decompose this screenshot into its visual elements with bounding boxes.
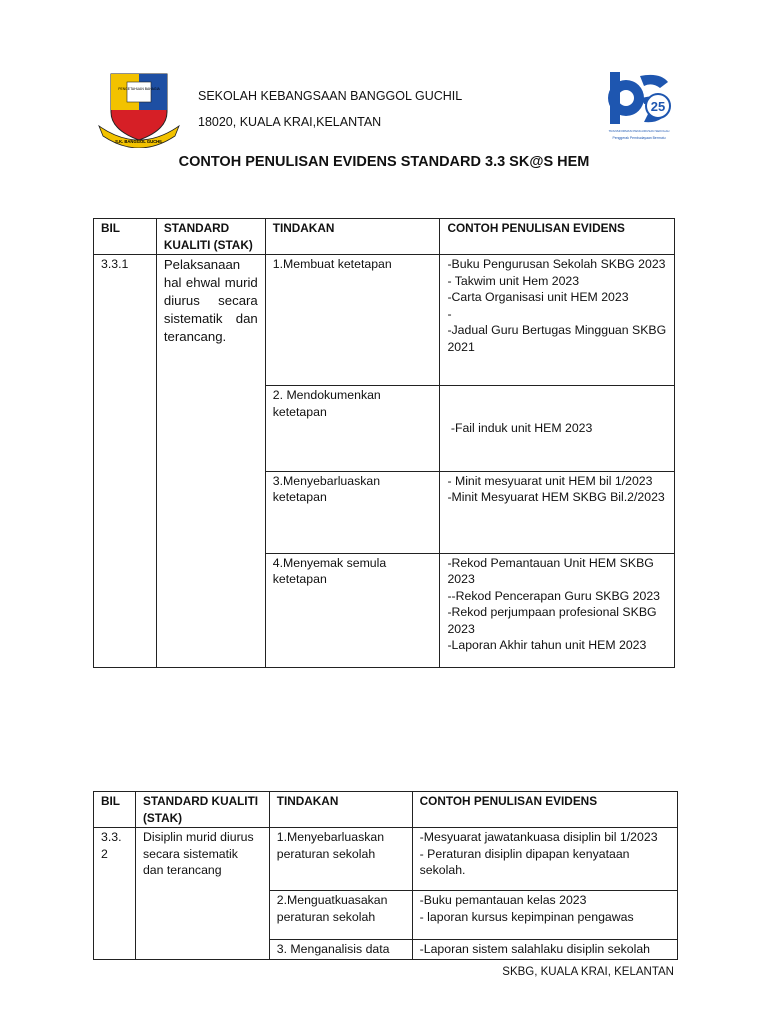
evidens-line: - laporan kursus kepimpinan pengawas bbox=[419, 909, 634, 924]
evidens-line: -Fail induk unit HEM 2023 bbox=[447, 421, 593, 435]
header-bil: BIL bbox=[94, 219, 157, 255]
school-name: SEKOLAH KEBANGSAAN BANGGOL GUCHIL bbox=[198, 89, 463, 103]
standard-cell: Disiplin murid diurus secara sistematik dan terancang bbox=[135, 828, 269, 960]
evidens-cell bbox=[440, 471, 675, 553]
evidens-cell bbox=[412, 891, 677, 940]
evidens-line: - Takwim unit Hem 2023 bbox=[447, 273, 580, 288]
table-header-row bbox=[94, 219, 675, 255]
tindakan-cell: 3. Menganalisis data bbox=[269, 940, 412, 960]
bil-cell: 3.3.1 bbox=[94, 255, 157, 668]
header-tindakan: TINDAKAN bbox=[265, 219, 440, 255]
evidens-line: -Mesyuarat jawatankuasa disiplin bil 1/2023 bbox=[419, 830, 658, 844]
school-address: 18020, KUALA KRAI,KELANTAN bbox=[198, 115, 382, 129]
bil-cell: 3.3.2 bbox=[94, 828, 136, 960]
page-footer: SKBG, KUALA KRAI, KELANTAN bbox=[502, 966, 674, 978]
evidens-line: -Carta Organisasi unit HEM 2023 bbox=[447, 290, 629, 304]
tindakan-cell: 2. Mendokumenkan ketetapan bbox=[265, 386, 440, 472]
evidens-line: -Jadual Guru Bertugas Mingguan SKBG 2021 bbox=[447, 323, 667, 354]
evidence-table-3-3-2 bbox=[93, 791, 678, 960]
crest-motto: PENGETAHUAN BAHAGIA bbox=[118, 87, 160, 91]
school-crest-icon bbox=[97, 68, 181, 148]
skas-25-logo-icon bbox=[604, 68, 674, 142]
header-bil: BIL bbox=[94, 792, 136, 828]
evidens-line: -Rekod Pemantauan Unit HEM SKBG 2023 bbox=[447, 555, 654, 586]
table-row bbox=[94, 255, 675, 386]
crest-ribbon-text: S.K. BANGGOL GUCHIL bbox=[115, 139, 163, 144]
evidens-line: -Buku Pengurusan Sekolah SKBG 2023 bbox=[447, 257, 666, 271]
header-tindakan: TINDAKAN bbox=[269, 792, 412, 828]
tindakan-cell: 4.Menyemak semula ketetapan bbox=[265, 553, 440, 667]
evidens-line: -Laporan Akhir tahun unit HEM 2023 bbox=[447, 638, 647, 652]
evidens-line: - Minit mesyuarat unit HEM bil 1/2023 bbox=[447, 473, 653, 488]
table-row bbox=[94, 828, 678, 891]
evidence-table-3-3-1 bbox=[93, 218, 675, 668]
tindakan-cell: 2.Menguatkuasakan peraturan sekolah bbox=[269, 891, 412, 940]
logo-caption-2: Penggerak Pembudayaan Bermutu bbox=[612, 136, 666, 140]
evidens-line: --Rekod Pencerapan Guru SKBG 2023 bbox=[447, 588, 661, 603]
header-contoh: CONTOH PENULISAN EVIDENS bbox=[412, 792, 677, 828]
standard-cell: Pelaksanaan hal ehwal murid diurus secara sistematik dan terancang. bbox=[156, 255, 265, 668]
evidens-cell bbox=[440, 255, 675, 386]
tindakan-cell: 3.Menyebarluaskan ketetapan bbox=[265, 471, 440, 553]
evidens-line: -Rekod perjumpaan profesional SKBG 2023 bbox=[447, 605, 657, 636]
evidens-line: -Minit Mesyuarat HEM SKBG Bil.2/2023 bbox=[447, 490, 665, 504]
document-title: CONTOH PENULISAN EVIDENS STANDARD 3.3 SK@S HEM bbox=[178, 154, 590, 170]
evidens-cell bbox=[440, 553, 675, 667]
header-standard: STANDARD KUALITI (STAK) bbox=[135, 792, 269, 828]
tindakan-cell: 1.Membuat ketetapan bbox=[265, 255, 440, 386]
evidens-cell bbox=[412, 940, 677, 960]
evidens-cell bbox=[440, 386, 675, 472]
evidens-line: - bbox=[447, 306, 452, 321]
evidens-line: -Buku pemantauan kelas 2023 bbox=[419, 893, 587, 907]
table-header-row bbox=[94, 792, 678, 828]
tindakan-cell: 1.Menyebarluaskan peraturan sekolah bbox=[269, 828, 412, 891]
evidens-cell bbox=[412, 828, 677, 891]
header-contoh: CONTOH PENULISAN EVIDENS bbox=[440, 219, 675, 255]
evidens-line: -Laporan sistem salahlaku disiplin sekolah bbox=[419, 942, 651, 956]
evidens-line: - Peraturan disiplin dipapan kenyataan sekolah. bbox=[419, 846, 630, 877]
logo-number: 25 bbox=[650, 99, 666, 114]
logo-caption-1: TRANSFORMASI PENGURUSAN SEKOLAH bbox=[608, 129, 670, 133]
header-standard: STANDARD KUALITI (STAK) bbox=[156, 219, 265, 255]
